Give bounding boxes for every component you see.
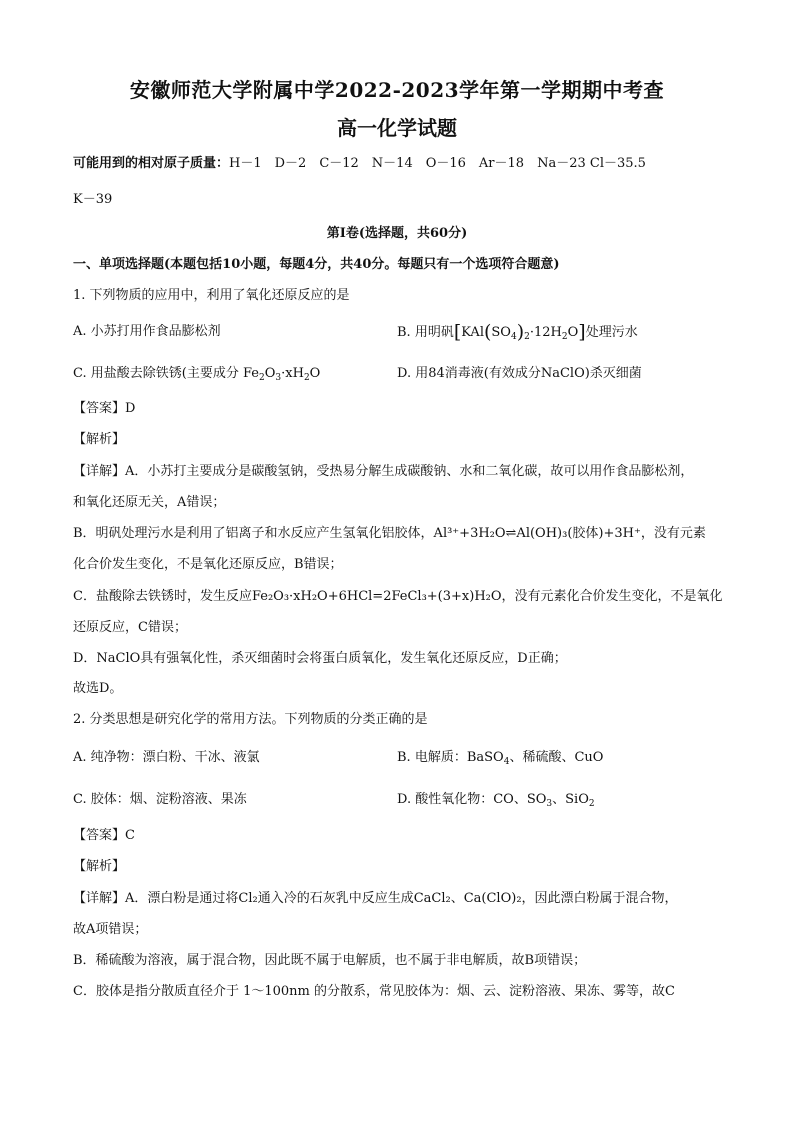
part-heading: 第Ⅰ卷(选择题，共60分) bbox=[326, 226, 468, 241]
q1-detail-line: 和氧化还原无关，A错误； bbox=[73, 495, 226, 510]
q1-detail-line: B．明矾处理污水是利用了铝离子和水反应产生氢氧化铝胶体，Al³⁺+3H₂O⇌Al(OH)₃(胶体)+3H⁺，没有元素 bbox=[73, 526, 706, 541]
q1-option-c-prefix: C. 用盐酸去除铁锈(主要成分 bbox=[73, 366, 239, 381]
q2-option-b bbox=[397, 748, 603, 768]
q1-detail-line: 【详解】A．小苏打主要成分是碳酸氢钠，受热易分解生成碳酸钠、水和二氧化碳，故可以用作食品膨松剂， bbox=[73, 464, 694, 479]
q1-option-b bbox=[397, 322, 638, 343]
q1-option-c bbox=[73, 364, 320, 384]
q1-detail-line: C．盐酸除去铁锈时，发生反应Fe₂O₃·xH₂O+6HCl=2FeCl₃+(3+x)H₂O，没有元素化合价发生变化，不是氧化 bbox=[73, 589, 723, 604]
exam-title: 安徽师范大学附属中学2022-2023学年第一学期期中考查 bbox=[129, 78, 665, 102]
q1-detail-line: D．NaClO具有强氧化性，杀灭细菌时会将蛋白质氧化，发生氧化还原反应，D正确； bbox=[73, 651, 567, 666]
q1-option-b-prefix: B. 用明矾 bbox=[397, 325, 454, 340]
q2-option-b-prefix: B. 电解质： bbox=[397, 750, 467, 765]
q1-option-b-suffix: 处理污水 bbox=[585, 325, 638, 340]
q2-option-c: C. 胶体：烟、淀粉溶液、果冻 bbox=[73, 792, 247, 807]
q2-option-b-suffix: 、稀硫酸、CuO bbox=[509, 750, 604, 765]
q2-detail-line: B．稀硫酸为溶液，属于混合物，因此既不属于电解质，也不属于非电解质，故B项错误； bbox=[73, 953, 587, 968]
q2-stem: 2. 分类思想是研究化学的常用方法。下列物质的分类正确的是 bbox=[73, 712, 428, 727]
q2-analysis-label: 【解析】 bbox=[73, 859, 126, 874]
q2-option-d-prefix: D. 酸性氧化物：CO、 bbox=[397, 792, 527, 807]
q1-detail-line: 还原反应，C错误； bbox=[73, 620, 187, 635]
rust-formula: $Fe_2O_3\cdot xH_2O$ bbox=[242, 366, 321, 383]
q2-detail-line: 【详解】A．漂白粉是通过将Cl₂通入冷的石灰乳中反应生成CaCl₂、Ca(ClO)₂，因此漂白粉属于混合物， bbox=[73, 891, 678, 906]
q1-option-d: D. 用84消毒液(有效成分NaClO)杀灭细菌 bbox=[397, 366, 642, 381]
q2-detail-line: C．胶体是指分散质直径介于 1～100nm 的分散系，常见胶体为：烟、云、淀粉溶液、果冻、雾等，故C bbox=[73, 984, 675, 999]
q2-answer: 【答案】C bbox=[73, 828, 135, 843]
atomic-mass-values-cont: K－39 bbox=[73, 192, 113, 207]
q1-detail-line: 故选D。 bbox=[73, 681, 123, 696]
section-heading: 一、单项选择题(本题包括10小题，每题4分，共40分。每题只有一个选项符合题意) bbox=[73, 257, 560, 272]
exam-subtitle: 高一化学试题 bbox=[337, 116, 457, 140]
q1-answer: 【答案】D bbox=[73, 401, 136, 416]
q2-detail-line: 故A项错误； bbox=[73, 922, 148, 937]
atomic-mass-values: H－1 D－2 C－12 N－14 O－16 Ar－18 Na－23 Cl－35.5 bbox=[229, 156, 646, 171]
atomic-mass-label: 可能用到的相对原子质量： bbox=[73, 156, 230, 171]
q2-option-a: A. 纯净物：漂白粉、干冰、液氯 bbox=[73, 750, 260, 765]
so3-sio2-formula: $SO_3$、SiO$_2$ bbox=[526, 792, 595, 809]
q1-detail-line: 化合价发生变化，不是氧化还原反应，B错误； bbox=[73, 557, 343, 572]
atomic-mass-line bbox=[73, 154, 723, 174]
alum-formula: $[KAl(SO_4)_2\cdot 12H_2O]$ bbox=[453, 321, 586, 343]
q1-analysis-label: 【解析】 bbox=[73, 432, 126, 447]
q2-option-d bbox=[397, 790, 595, 810]
q1-stem: 1. 下列物质的应用中，利用了氧化还原反应的是 bbox=[73, 288, 350, 303]
q1-option-a: A. 小苏打用作食品膨松剂 bbox=[73, 324, 221, 339]
baso4-formula: BaSO$_4$ bbox=[466, 750, 510, 767]
